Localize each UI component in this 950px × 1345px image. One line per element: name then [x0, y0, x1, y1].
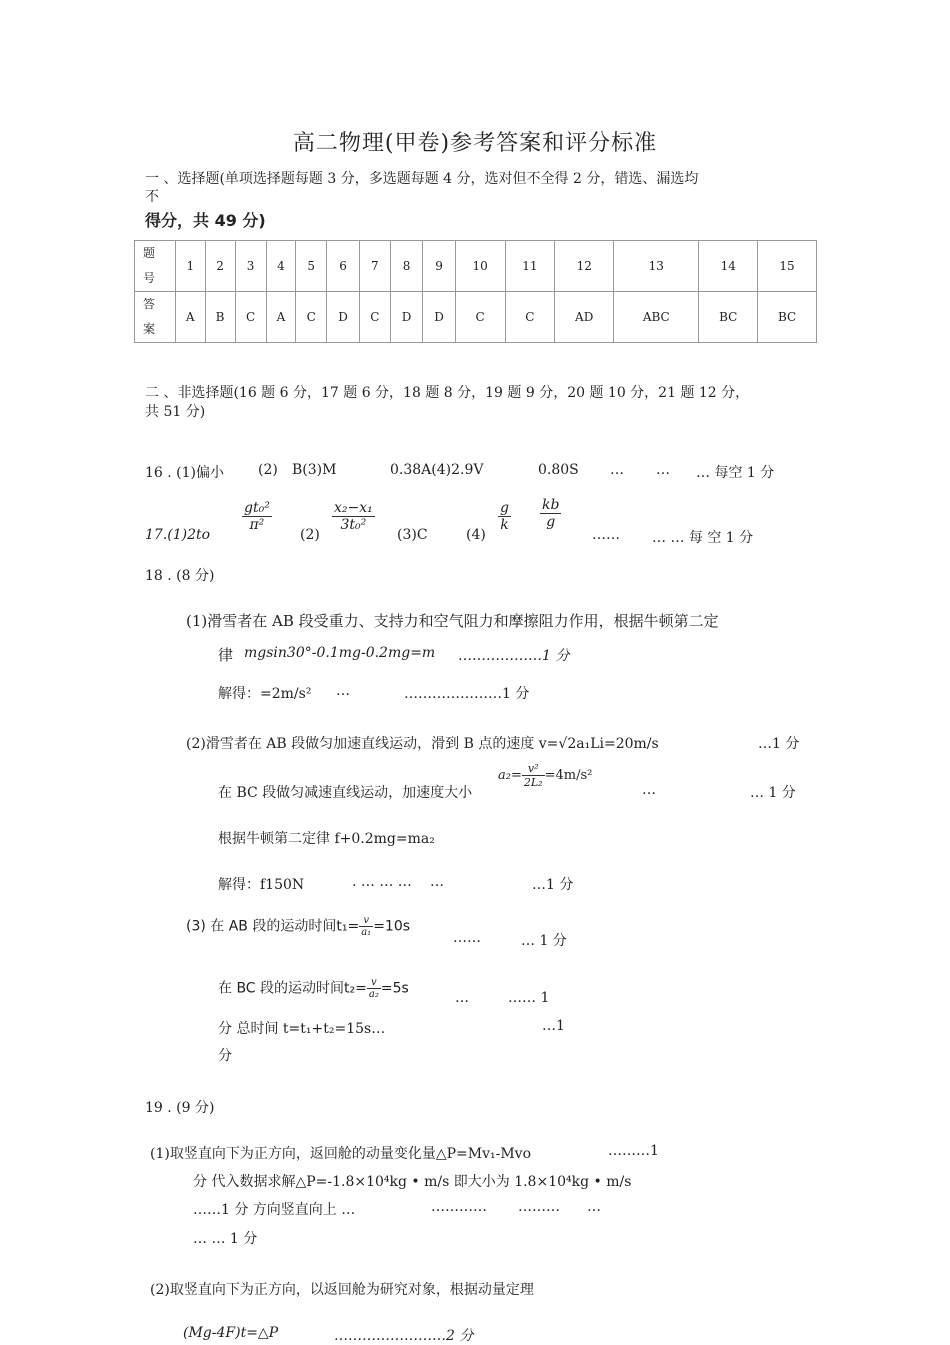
answer-cell: BC [699, 292, 758, 343]
q18-score: …… 1 [508, 990, 550, 1006]
q19-line1: (1)取竖直向下为正方向，返回舱的动量变化量△P=Mv₁-Mvo [150, 1146, 532, 1162]
answer-cell: AD [555, 292, 614, 343]
q17-part1: 17.(1)2to [145, 527, 211, 543]
fraction-numerator: kb [542, 497, 560, 513]
q18-dots: … [336, 683, 350, 699]
q17-part3: (3)C [397, 527, 428, 543]
label-char: 题 [143, 246, 156, 260]
question-number: 4 [266, 241, 296, 292]
answer-cell: A [176, 292, 206, 343]
formula-part: =10s [373, 918, 411, 935]
q18-score: … 1 分 [750, 785, 796, 801]
q19-equation: (Mg-4F)t=△P [183, 1325, 279, 1341]
section1-line1: 一 、选择题(单项选择题每题 3 分，多选题每题 4 分，选对但不全得 2 分，错选、漏选均 [145, 171, 699, 187]
q19-dots: … [587, 1199, 601, 1215]
page-title: 高二物理(甲卷)参考答案和评分标准 [292, 131, 658, 156]
q18-heading: 18 . (8 分) [145, 568, 215, 584]
q18-total-time: 分 总时间 t=t₁+t₂=15s… [218, 1021, 386, 1037]
q19-score: … … 1 分 [193, 1231, 258, 1247]
fraction-numerator: v [359, 915, 373, 927]
q17-part4: (4) [466, 527, 486, 543]
q17-fraction-4 [540, 497, 561, 530]
fraction-numerator: gt₀² [244, 500, 270, 516]
q19-line5: (2)取竖直向下为正方向，以返回舱为研究对象，根据动量定理 [150, 1282, 534, 1298]
question-number: 3 [235, 241, 266, 292]
q19-line2: 分 代入数据求解△P=-1.8×10⁴kg • m/s 即大小为 1.8×10⁴kg • m/s [193, 1174, 632, 1190]
answer-cell: A [266, 292, 296, 343]
answer-cell: D [327, 292, 359, 343]
question-number: 8 [390, 241, 422, 292]
q18-accel-formula [498, 762, 592, 789]
row-label-number [135, 241, 176, 292]
answer-cell: C [296, 292, 327, 343]
fraction-numerator: v² [522, 762, 545, 776]
q18-score: ………………1 分 [458, 648, 570, 664]
q17-fraction-2 [332, 500, 375, 533]
formula-part: 在 BC 段的运动时间t₂= [218, 980, 367, 997]
question-number: 11 [505, 241, 555, 292]
q16-part5: 0.80S [538, 462, 579, 478]
answer-cell: C [505, 292, 555, 343]
q18-equation-1: mgsin30°-0.1mg-0.2mg=m [244, 645, 436, 661]
table-row-answers [135, 292, 817, 343]
answer-cell: B [205, 292, 235, 343]
q18-score: …………………1 分 [404, 686, 530, 702]
answer-cell: C [455, 292, 505, 343]
answer-cell: D [423, 292, 455, 343]
q18-dots: … [642, 782, 656, 798]
q18-line5: 在 BC 段做匀减速直线运动，加速度大小 [218, 785, 473, 801]
q18-score-unit: 分 [218, 1048, 232, 1064]
section2-line2: 共 51 分) [145, 404, 206, 420]
fraction-denominator: π² [249, 517, 265, 533]
q17-fraction-3 [498, 500, 511, 533]
question-number: 7 [359, 241, 390, 292]
q16-part3: B(3)M [292, 462, 337, 478]
q19-dots: ………… [431, 1199, 487, 1215]
fraction-denominator: g [546, 514, 556, 530]
q18-line4: (2)滑雪者在 AB 段做匀加速直线运动，滑到 B 点的速度 v=√2a₁Li=20m/s [186, 736, 659, 752]
formula-part: a₂= [498, 768, 522, 783]
question-number: 9 [423, 241, 455, 292]
q18-dots: … [455, 990, 469, 1006]
formula-part: (3) 在 AB 段的运动时间t₁= [186, 918, 360, 935]
fraction-denominator: k [500, 517, 509, 533]
q16-part4: 0.38A(4)2.9V [390, 462, 484, 478]
question-number: 10 [455, 241, 505, 292]
q19-line3: ……1 分 方向竖直向上 … [193, 1202, 356, 1218]
formula-part: =4m/s² [544, 768, 593, 783]
q18-dots: … [430, 874, 444, 890]
answer-cell: C [235, 292, 266, 343]
question-number: 1 [176, 241, 206, 292]
q16-score: … 每空 1 分 [696, 465, 775, 481]
q19-score: ……………………2 分 [334, 1328, 474, 1344]
q18-line6: 根据牛顿第二定律 f+0.2mg=ma₂ [218, 831, 435, 847]
fraction-numerator: g [500, 500, 509, 516]
label-char: 号 [143, 271, 156, 285]
q18-result-2: 解得：f150N [218, 877, 305, 893]
q18-bc-time-line [218, 977, 409, 1000]
answer-cell: D [390, 292, 422, 343]
q16-dots: … [656, 462, 670, 478]
q18-score: …1 [542, 1018, 565, 1034]
answer-table [134, 240, 817, 343]
q18-result-1: 解得：=2m/s² [218, 686, 312, 702]
q19-heading: 19 . (9 分) [145, 1100, 215, 1116]
q19-score: ………1 [608, 1143, 659, 1159]
q18-score: … 1 分 [521, 933, 567, 949]
question-number: 13 [614, 241, 699, 292]
section2-line1: 二 、非选择题(16 题 6 分，17 题 6 分，18 题 8 分，19 题 9 分，20 题 10 分，21 题 12 分， [145, 385, 750, 401]
section1-line2: 不 [145, 189, 159, 205]
row-label-answer [135, 292, 176, 343]
q17-part2: (2) [300, 527, 320, 543]
q16-part1: 16 . (1)偏小 [145, 465, 224, 481]
q18-score: …1 分 [758, 736, 800, 752]
formula-part: =5s [380, 980, 409, 997]
q19-dots: ……… [518, 1199, 560, 1215]
question-number: 15 [758, 241, 817, 292]
q16-dots: … [610, 462, 624, 478]
fraction-numerator: x₂−x₁ [334, 500, 373, 516]
q18-line2-prefix: 律 [218, 646, 234, 664]
section1-line3: 得分，共 49 分) [145, 211, 266, 230]
q16-part2: (2) [258, 462, 278, 478]
q18-line1: (1)滑雪者在 AB 段受重力、支持力和空气阻力和摩擦阻力作用，根据牛顿第二定 [186, 612, 719, 630]
label-char: 案 [143, 322, 156, 336]
q18-score: …1 分 [532, 877, 574, 893]
q18-dots: . … … … [352, 874, 412, 890]
question-number: 2 [205, 241, 235, 292]
answer-cell: ABC [614, 292, 699, 343]
q18-part3-line [186, 915, 410, 938]
q17-score: … … 每 空 1 分 [652, 530, 754, 546]
q17-dots: …… [592, 527, 620, 543]
question-number: 5 [296, 241, 327, 292]
question-number: 6 [327, 241, 359, 292]
q18-dots: …… [453, 930, 481, 946]
fraction-denominator: a₂ [368, 989, 379, 1000]
fraction-numerator: v [367, 977, 381, 989]
question-number: 12 [555, 241, 614, 292]
table-row-numbers [135, 241, 817, 292]
fraction-denominator: a₁ [361, 927, 372, 938]
fraction-denominator: 3t₀² [340, 517, 367, 533]
label-char: 答 [143, 297, 156, 311]
fraction-denominator: 2L₂ [523, 776, 543, 789]
answer-cell: BC [758, 292, 817, 343]
answer-cell: C [359, 292, 390, 343]
question-number: 14 [699, 241, 758, 292]
q17-fraction-1 [242, 500, 272, 533]
